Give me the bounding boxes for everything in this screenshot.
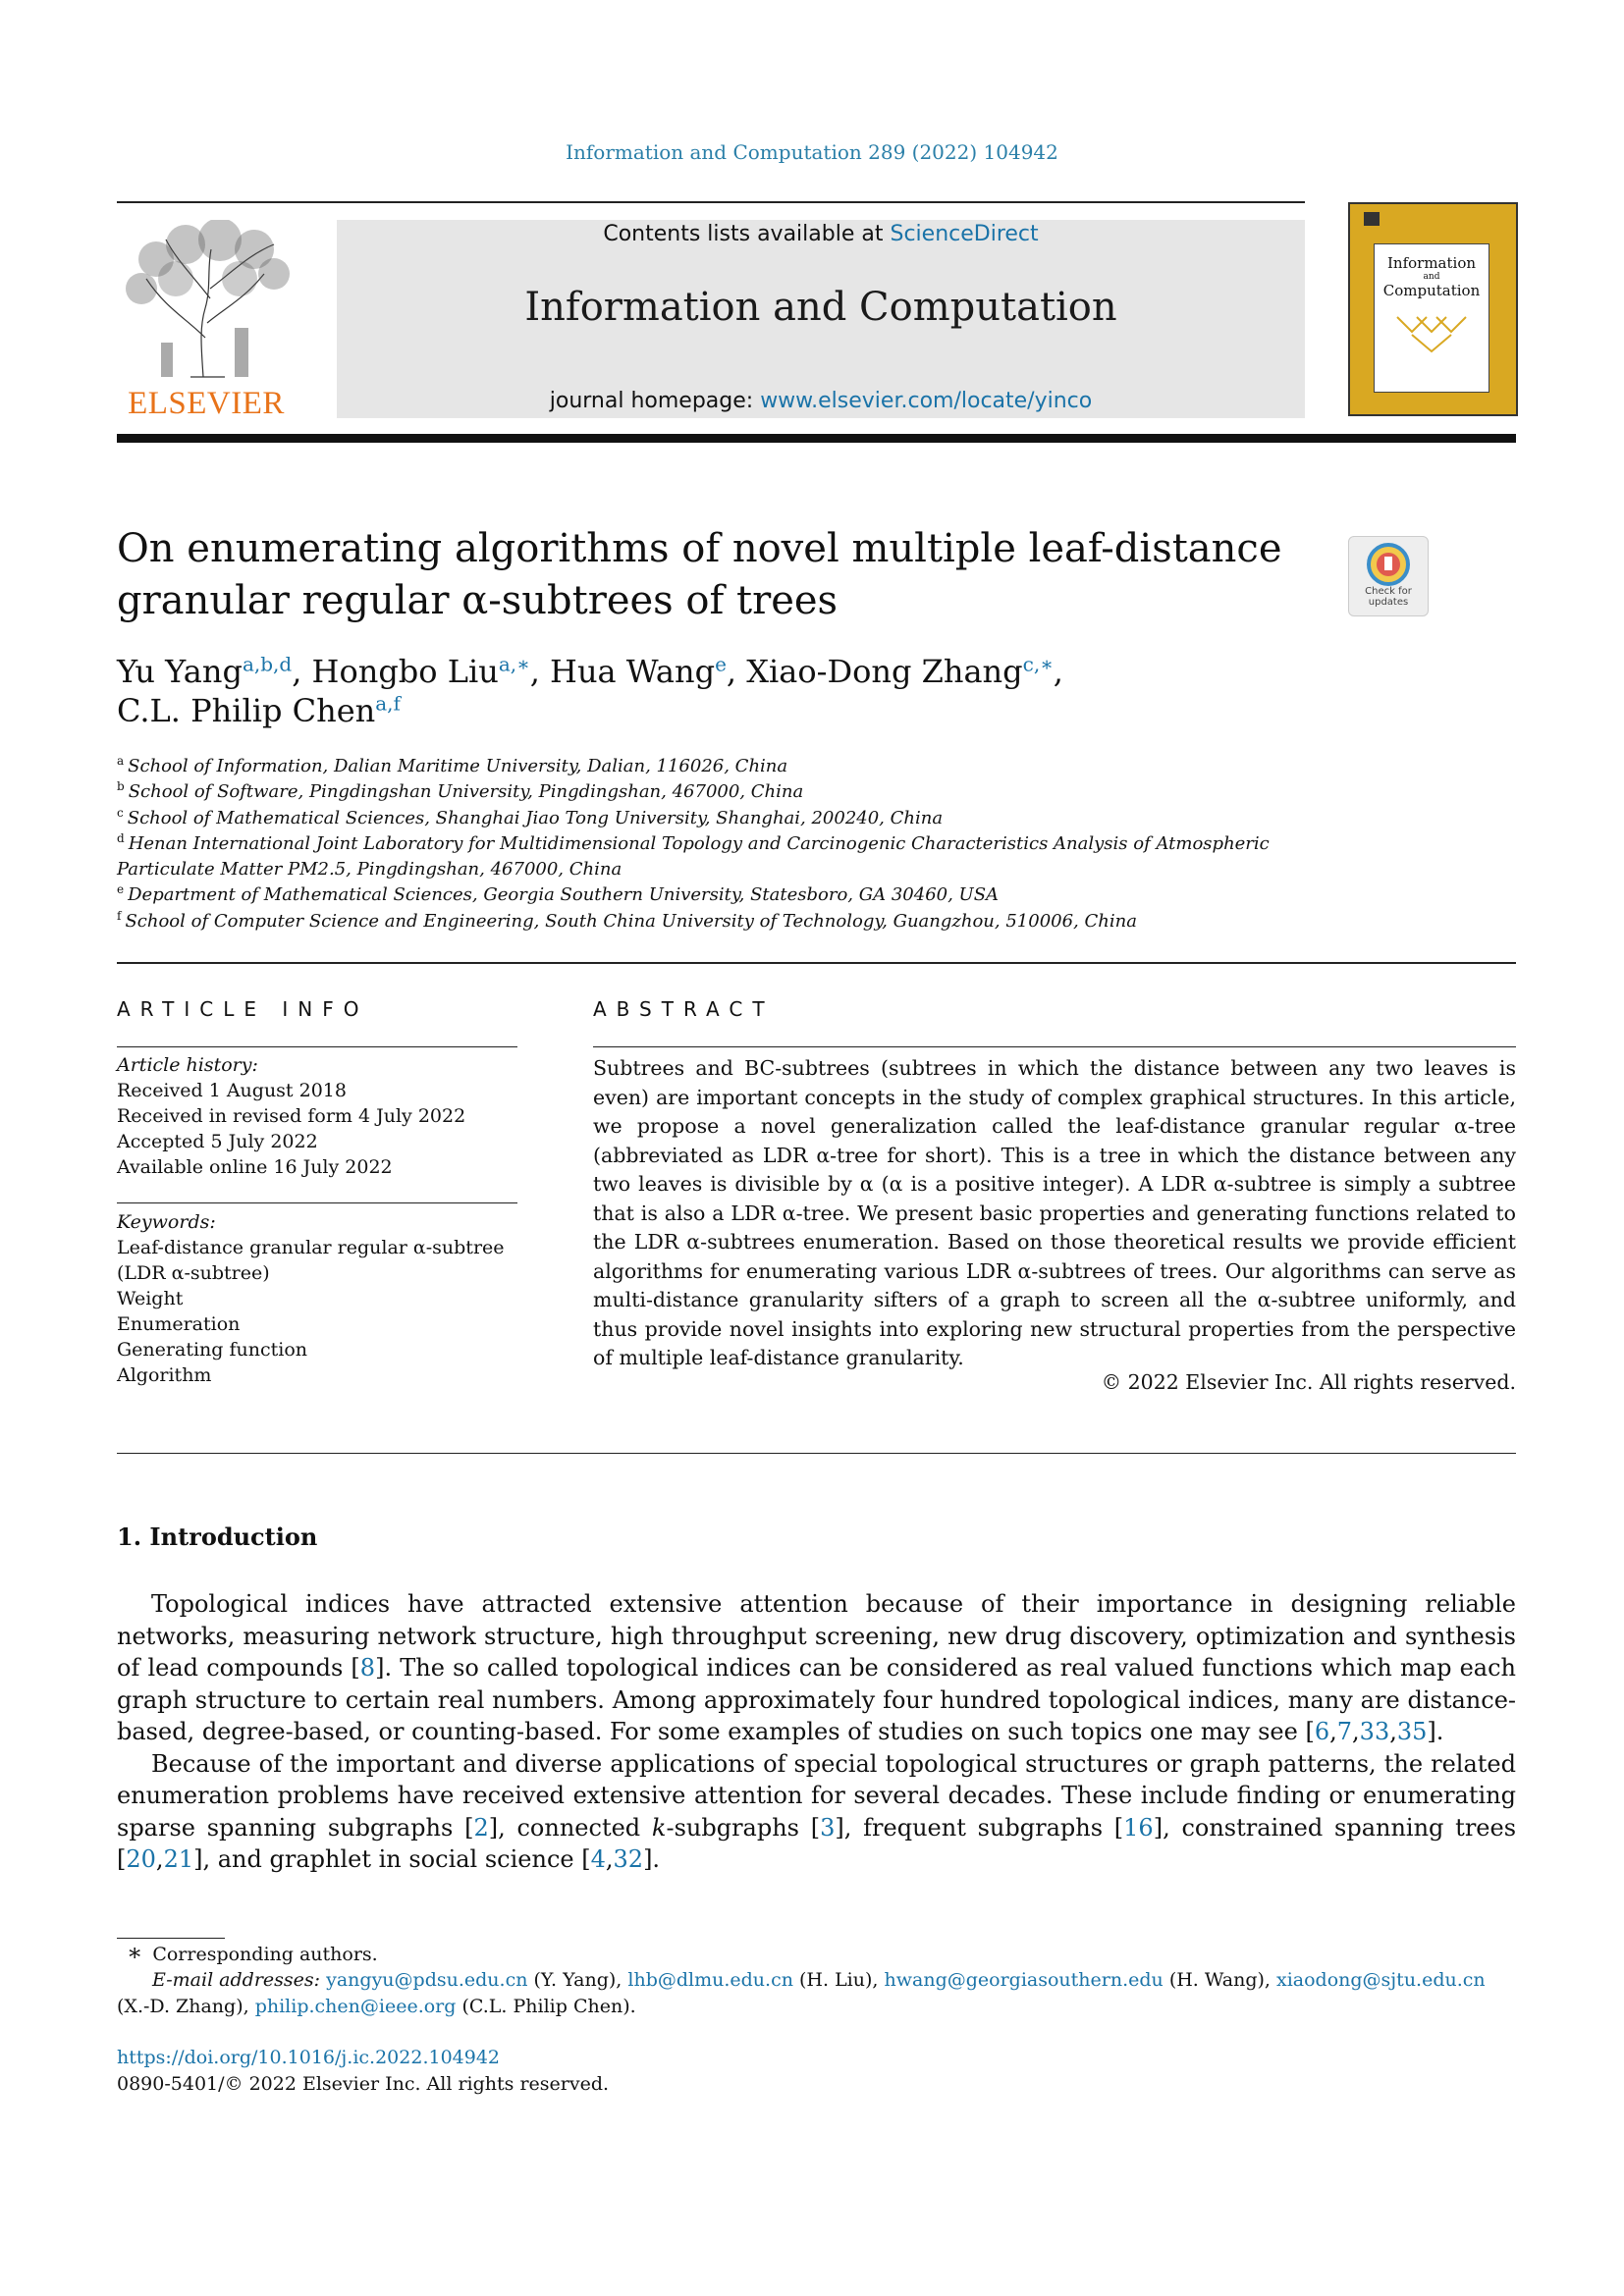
keywords-label: Keywords: xyxy=(117,1211,216,1233)
sciencedirect-link[interactable]: ScienceDirect xyxy=(890,222,1039,246)
email-owner: (Y. Yang), xyxy=(527,1969,628,1991)
email-owner: (H. Wang), xyxy=(1163,1969,1276,1991)
intro-body xyxy=(117,1588,1516,1876)
author: Hua Wang$^e$, xyxy=(550,652,747,690)
doi-link[interactable]: https://doi.org/10.1016/j.ic.2022.104942 xyxy=(117,2047,501,2068)
email-label: E-mail addresses: xyxy=(152,1969,321,1991)
info-rule xyxy=(117,1046,517,1047)
homepage-link[interactable]: www.elsevier.com/locate/yinco xyxy=(760,389,1093,413)
cover-title-1: Information xyxy=(1386,254,1477,272)
article-info-heading: ARTICLE INFO xyxy=(117,997,369,1021)
text-run: ], and graphlet in social science [ xyxy=(193,1845,591,1873)
text-run: , xyxy=(605,1845,614,1873)
citation-link[interactable]: 4 xyxy=(590,1845,606,1873)
author: C.L. Philip Chen$^{a,f}$ xyxy=(117,691,401,729)
citation-link[interactable]: 2 xyxy=(473,1813,489,1842)
intro-paragraph-1 xyxy=(117,1588,1516,1748)
author: Yu Yang$^{a,b,d}$, xyxy=(117,652,312,690)
info-rule-2 xyxy=(117,1202,517,1203)
email-owner: (C.L. Philip Chen). xyxy=(456,1996,636,2017)
intro-paragraph-2 xyxy=(117,1748,1516,1876)
abstract-bottom-rule xyxy=(117,1453,1516,1454)
text-run: , xyxy=(1352,1718,1360,1745)
email-link[interactable]: philip.chen@ieee.org xyxy=(254,1996,457,2017)
abstract-copyright: © 2022 Elsevier Inc. All rights reserved. xyxy=(1101,1370,1516,1394)
cover-title-and: and xyxy=(1423,272,1440,282)
contents-line: Contents lists available at ScienceDirect xyxy=(603,222,1039,246)
header-thick-rule xyxy=(117,434,1516,443)
affiliation-list xyxy=(117,754,1393,934)
text-run: Because of the important and diverse applications of special topological structures or graph patterns, the related enumeration problems have received extensive attention for several decades. These include finding or enumerating sparse spanning subgraphs [ xyxy=(117,1749,1516,1842)
text-run: , xyxy=(1389,1718,1397,1745)
affiliation: $^e$ Department of Mathematical Sciences, Georgia Southern University, Statesboro, GA 30460, USA xyxy=(117,882,1000,906)
history-item: Received in revised form 4 July 2022 xyxy=(117,1105,466,1127)
keyword: Leaf-distance granular regular α-subtree xyxy=(117,1237,505,1258)
journal-reference[interactable]: Information and Computation 289 (2022) 104942 xyxy=(566,140,1058,164)
abstract-rule xyxy=(593,1046,1516,1047)
affiliation: $^a$ School of Information, Dalian Maritime University, Dalian, 116026, China xyxy=(117,754,788,776)
keyword: Algorithm xyxy=(117,1364,212,1386)
check-for-updates-badge[interactable] xyxy=(1348,536,1429,616)
text-run: ]. xyxy=(643,1845,661,1873)
keyword: Generating function xyxy=(117,1339,307,1361)
top-rule xyxy=(117,201,1305,203)
section-rule xyxy=(117,962,1516,964)
text-run: Topological indices have attracted extensive attention because of their importance in designing reliable networks, measuring network structure, high throughput screening, new drug discovery, optimization and synthesis of lead compounds [ xyxy=(117,1590,1516,1682)
article-history xyxy=(117,1052,517,1180)
citation-link[interactable]: 3 xyxy=(820,1813,836,1842)
text-run: -subgraphs [ xyxy=(666,1813,821,1842)
email-link[interactable]: lhb@dlmu.edu.cn xyxy=(627,1969,793,1991)
author-list xyxy=(117,652,1393,730)
keyword: Enumeration xyxy=(117,1313,241,1335)
affiliation: $^c$ School of Mathematical Sciences, Shanghai Jiao Tong University, Shanghai, 200240, China xyxy=(117,805,944,828)
history-item: Received 1 August 2018 xyxy=(117,1080,347,1101)
check-updates-label: Check for updates xyxy=(1365,586,1412,608)
text-run: , xyxy=(155,1845,164,1873)
cover-panel xyxy=(1374,243,1489,393)
citation-link[interactable]: 21 xyxy=(163,1845,194,1873)
abstract-heading: ABSTRACT xyxy=(593,997,775,1021)
abstract-text: Subtrees and BC-subtrees (subtrees in which the distance between any two leaves is even) are important concepts in the study of complex graphical structures. In this article, we propose a novel generalization called the leaf-distance granular regular α-tree (abbreviated as LDR α-tree for short). This is a tree in which the distance between any two leaves is divisible by α (α is a positive integer). A LDR α-subtree is simply a subtree that is also a LDR α-tree. We present basic properties and generating functions related to the LDR α-subtrees enumeration. Based on those theoretical results we provide efficient algorithms for enumerating various LDR α-subtrees of trees. Our algorithms can serve as multi-distance granularity sifters of a graph to screen all the α-subtree uniformly, and thus provide novel insights into exploring new structural properties from the perspective of multiple leaf-distance granularity. xyxy=(593,1056,1516,1369)
cover-graphic-icon xyxy=(1392,307,1471,356)
title-line-2: granular regular α-subtrees of trees xyxy=(117,578,839,623)
check-updates-icon xyxy=(1349,539,1428,590)
citation-link[interactable]: 16 xyxy=(1123,1813,1154,1842)
title-line-1: On enumerating algorithms of novel multiple leaf-distance xyxy=(117,526,1282,571)
text-run: ]. The so called topological indices can be considered as real valued functions which map each graph structure to certain real numbers. Among approximately four hundred topological indices, many are distance-based, degree-based, or counting-based. For some examples of studies on such topics one may see [ xyxy=(117,1654,1517,1745)
keyword: Weight xyxy=(117,1288,184,1309)
email-owner: (X.-D. Zhang), xyxy=(117,1996,255,2017)
journal-title: Information and Computation xyxy=(524,285,1117,330)
history-item: Accepted 5 July 2022 xyxy=(117,1131,318,1152)
issn-line: 0890-5401/© 2022 Elsevier Inc. All rights reserved. xyxy=(117,2073,610,2095)
email-footnote xyxy=(117,1967,1516,2020)
email-link[interactable]: hwang@georgiasouthern.edu xyxy=(884,1969,1164,1991)
text-run: , xyxy=(1329,1718,1337,1745)
email-link[interactable]: yangyu@pdsu.edu.cn xyxy=(326,1969,528,1991)
text-run: ], connected xyxy=(488,1813,652,1842)
citation-link[interactable]: 20 xyxy=(126,1845,156,1873)
corresponding-footnote: ∗ Corresponding authors. xyxy=(127,1939,378,1966)
citation-link[interactable]: 6 xyxy=(1314,1718,1330,1745)
text-run: ]. xyxy=(1427,1718,1444,1745)
author: Hongbo Liu$^{a,∗}$, xyxy=(311,652,551,690)
affiliation: $^b$ School of Software, Pingdingshan University, Pingdingshan, 467000, China xyxy=(117,779,804,803)
section-heading-introduction: 1. Introduction xyxy=(117,1522,318,1551)
text-run: ], constrained spanning trees [ xyxy=(117,1813,1517,1873)
cover-title-2: Computation xyxy=(1382,282,1481,299)
citation-link[interactable]: 35 xyxy=(1396,1718,1428,1745)
history-label: Article history: xyxy=(117,1054,258,1076)
keyword: (LDR α-subtree) xyxy=(117,1262,270,1284)
affiliation: $^f$ School of Computer Science and Engineering, South China University of Technology, Guangzhou, 510006, China xyxy=(117,908,1137,932)
citation-link[interactable]: 8 xyxy=(359,1654,376,1682)
homepage-line: journal homepage: www.elsevier.com/locate/yinco xyxy=(549,389,1093,413)
elsevier-wordmark: ELSEVIER xyxy=(128,386,285,421)
citation-link[interactable]: 7 xyxy=(1336,1718,1353,1745)
citation-link[interactable]: 33 xyxy=(1359,1718,1390,1745)
text-run: k xyxy=(651,1813,667,1842)
article-title xyxy=(117,523,1295,627)
email-owner: (H. Liu), xyxy=(792,1969,885,1991)
affiliation: $^d$ Henan International Joint Laboratory for Multidimensional Topology and Carcinogenic Characteristics Analysis of Atmospheric Particulate Matter PM2.5, Pingdingshan, 467000, China xyxy=(117,830,1270,881)
text-run: ], frequent subgraphs [ xyxy=(835,1813,1124,1842)
email-link[interactable]: xiaodong@sjtu.edu.cn xyxy=(1275,1969,1486,1991)
keywords xyxy=(117,1209,517,1388)
author: Xiao-Dong Zhang$^{c,∗}$, xyxy=(746,652,1063,690)
cover-logo-icon xyxy=(1364,212,1380,226)
star-marker: ∗ xyxy=(127,1939,143,1966)
citation-link[interactable]: 32 xyxy=(613,1845,644,1873)
history-item: Available online 16 July 2022 xyxy=(117,1156,393,1178)
journal-cover[interactable] xyxy=(1348,202,1518,416)
